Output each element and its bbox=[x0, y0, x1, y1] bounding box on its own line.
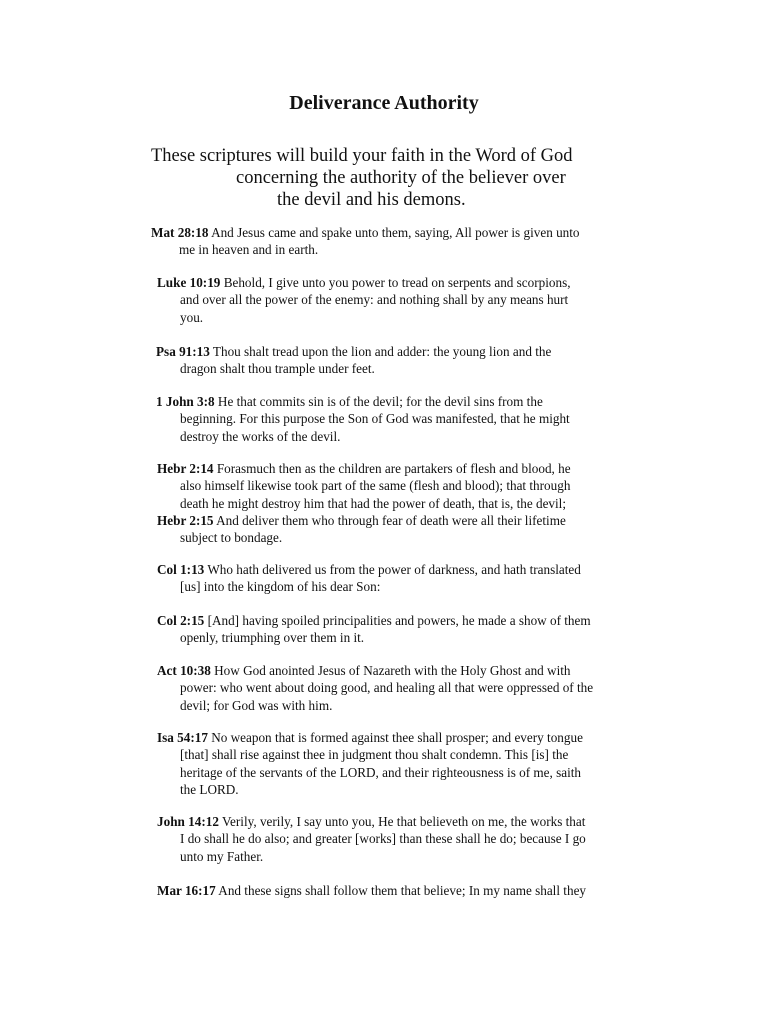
verse-text: power: who went about doing good, and healing all that were oppressed of the bbox=[180, 680, 594, 696]
intro-line: the devil and his demons. bbox=[277, 190, 466, 210]
verse-text: And Jesus came and spake unto them, saying, All power is given unto bbox=[208, 225, 580, 240]
verse-reference: Mar 16:17 bbox=[157, 883, 216, 898]
verse-first-line bbox=[156, 343, 551, 360]
verse-text: How God anointed Jesus of Nazareth with the Holy Ghost and with bbox=[210, 663, 571, 678]
verse-text: He that commits sin is of the devil; for the devil sins from the bbox=[214, 394, 543, 409]
verse-text: the LORD. bbox=[180, 781, 239, 797]
verse-reference: Act 10:38 bbox=[157, 663, 211, 678]
verse-first-line bbox=[157, 882, 586, 899]
verse-text: Behold, I give unto you power to tread on serpents and scorpions, bbox=[220, 275, 571, 290]
verse-text: Forasmuch then as the children are partakers of flesh and blood, he bbox=[213, 461, 571, 476]
verse-block bbox=[157, 882, 586, 899]
verse-first-line bbox=[157, 561, 581, 578]
verse-text: Who hath delivered us from the power of darkness, and hath translated bbox=[204, 562, 581, 577]
verse-reference: 1 John 3:8 bbox=[156, 394, 215, 409]
verse-text: death he might destroy him that had the power of death, that is, the devil; bbox=[180, 495, 567, 511]
verse-block bbox=[157, 729, 583, 798]
verse-block bbox=[157, 274, 571, 326]
verse-block bbox=[157, 561, 581, 596]
verse-text: [that] shall rise against thee in judgment thou shalt condemn. This [is] the bbox=[180, 747, 569, 763]
verse-text: unto my Father. bbox=[180, 848, 264, 864]
intro-paragraph bbox=[0, 145, 768, 211]
verse-block bbox=[157, 662, 593, 714]
verse-reference: Isa 54:17 bbox=[157, 730, 208, 745]
verse-text: devil; for God was with him. bbox=[180, 697, 333, 713]
verse-text: And deliver them who through fear of death were all their lifetime bbox=[213, 512, 566, 528]
verse-reference: John 14:12 bbox=[157, 814, 219, 829]
verse-first-line bbox=[157, 460, 571, 477]
verse-text: Thou shalt tread upon the lion and adder: the young lion and the bbox=[209, 344, 552, 359]
verse-reference: Mat 28:18 bbox=[151, 225, 209, 240]
verse-text: and over all the power of the enemy: and nothing shall by any means hurt bbox=[180, 292, 569, 308]
intro-line: These scriptures will build your faith in the Word of God bbox=[151, 146, 573, 166]
verse-text: [us] into the kingdom of his dear Son: bbox=[180, 579, 381, 595]
verse-first-line bbox=[157, 612, 591, 629]
verse-first-line bbox=[157, 274, 571, 291]
verse-first-line bbox=[157, 729, 583, 746]
verse-text: destroy the works of the devil. bbox=[180, 428, 341, 444]
verse-reference: Col 2:15 bbox=[157, 613, 205, 628]
verse-reference: Hebr 2:14 bbox=[157, 461, 214, 476]
verse-text: No weapon that is formed against thee shall prosper; and every tongue bbox=[207, 730, 583, 745]
verse-block bbox=[157, 460, 571, 546]
verse-block bbox=[151, 224, 580, 259]
verse-first-line bbox=[157, 512, 571, 529]
verse-text: openly, triumphing over them in it. bbox=[180, 630, 365, 646]
verse-first-line bbox=[151, 224, 580, 241]
verse-text: dragon shalt thou trample under feet. bbox=[180, 361, 375, 377]
verse-text: subject to bondage. bbox=[180, 530, 283, 546]
verse-text: [And] having spoiled principalities and powers, he made a show of them bbox=[204, 613, 591, 628]
verse-block bbox=[156, 343, 551, 378]
verse-reference: Psa 91:13 bbox=[156, 344, 210, 359]
verse-text: heritage of the servants of the LORD, and their righteousness is of me, saith bbox=[180, 764, 582, 780]
verse-reference: Luke 10:19 bbox=[157, 275, 221, 290]
verse-reference: Col 1:13 bbox=[157, 562, 205, 577]
verse-text: Verily, verily, I say unto you, He that believeth on me, the works that bbox=[218, 814, 586, 829]
verse-block bbox=[156, 393, 570, 445]
verse-reference: Hebr 2:15 bbox=[157, 512, 214, 528]
page-title: Deliverance Authority bbox=[289, 92, 479, 114]
verse-first-line bbox=[157, 813, 586, 830]
verse-block bbox=[157, 612, 591, 647]
verse-first-line bbox=[156, 393, 570, 410]
intro-line: concerning the authority of the believer over bbox=[236, 168, 566, 188]
verse-text: And these signs shall follow them that believe; In my name shall they bbox=[215, 883, 587, 898]
verse-first-line bbox=[157, 662, 593, 679]
verse-text: beginning. For this purpose the Son of God was manifested, that he might bbox=[180, 411, 570, 427]
verse-block bbox=[157, 813, 586, 865]
verse-text: me in heaven and in earth. bbox=[179, 242, 319, 258]
verse-text: I do shall he do also; and greater [works] than these shall he do; because I go bbox=[180, 831, 586, 847]
verse-text: you. bbox=[180, 309, 204, 325]
verse-text: also himself likewise took part of the same (flesh and blood); that through bbox=[180, 478, 571, 494]
